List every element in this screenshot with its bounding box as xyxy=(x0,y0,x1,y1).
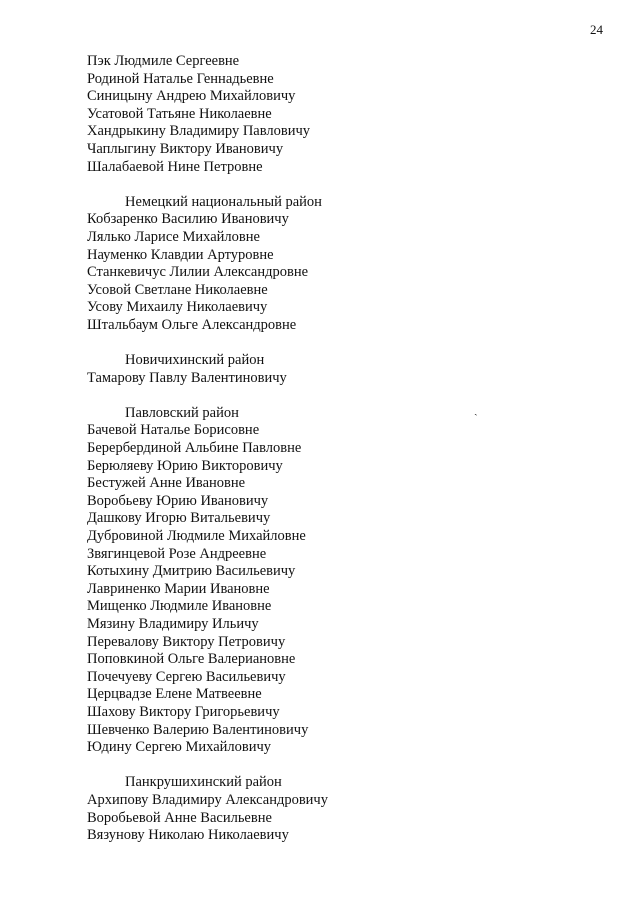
list-item: Хандрыкину Владимиру Павловичу xyxy=(87,123,311,140)
district-heading: Новичихинский район xyxy=(125,352,265,369)
list-item: Бестужей Анне Ивановне xyxy=(87,475,246,492)
district-section xyxy=(87,774,328,844)
list-item: Лавриненко Марии Ивановне xyxy=(87,580,270,597)
spacer xyxy=(87,335,328,353)
list-item: Котыхину Дмитрию Васильевичу xyxy=(87,563,296,580)
list-item: Усатовой Татьяне Николаевне xyxy=(87,105,272,122)
list-item: Чаплыгину Виктору Ивановичу xyxy=(87,140,284,157)
spacer xyxy=(87,757,328,775)
list-item: Дубровиной Людмиле Михайловне xyxy=(87,528,306,545)
list-item: Шевченко Валерию Валентиновичу xyxy=(87,721,309,738)
document-body xyxy=(87,53,328,845)
list-item: Лялько Ларисе Михайловне xyxy=(87,228,260,245)
list-item: Юдину Сергею Михайловичу xyxy=(87,739,272,756)
list-item: Берюляеву Юрию Викторовичу xyxy=(87,457,283,474)
list-item: Родиной Наталье Геннадьевне xyxy=(87,70,274,87)
district-section xyxy=(87,352,328,387)
list-item: Звягинцевой Розе Андреевне xyxy=(87,545,267,562)
page-number: 24 xyxy=(590,22,603,37)
list-item: Вязунову Николаю Николаевичу xyxy=(87,827,289,844)
list-item: Синицыну Андрею Михайловичу xyxy=(87,88,296,105)
list-item: Шалабаевой Нине Петровне xyxy=(87,158,263,175)
district-section xyxy=(87,194,328,335)
list-item: Бачевой Наталье Борисовне xyxy=(87,422,260,439)
list-item: Берербердиной Альбине Павловне xyxy=(87,440,302,457)
list-item: Воробьевой Анне Васильевне xyxy=(87,809,272,826)
list-item: Усову Михаилу Николаевичу xyxy=(87,299,268,316)
list-item: Дашкову Игорю Витальевичу xyxy=(87,510,271,527)
spacer xyxy=(87,176,328,194)
list-item: Науменко Клавдии Артуровне xyxy=(87,246,274,263)
district-heading: Немецкий национальный район xyxy=(125,193,322,210)
list-item: Штальбаум Ольге Александровне xyxy=(87,316,297,333)
list-item: Архипову Владимиру Александровичу xyxy=(87,791,328,808)
list-item: Станкевичус Лилии Александровне xyxy=(87,264,309,281)
list-item: Мязину Владимиру Ильичу xyxy=(87,616,259,632)
stray-mark: ˎ xyxy=(474,404,478,416)
name-list-top xyxy=(87,53,328,176)
spacer xyxy=(87,387,328,405)
district-section xyxy=(87,405,328,757)
list-item: Перевалову Виктору Петровичу xyxy=(87,633,286,650)
list-item: Воробьеву Юрию Ивановичу xyxy=(87,492,269,509)
list-item: Поповкиной Ольге Валериановне xyxy=(87,651,296,668)
list-item: Усовой Светлане Николаевне xyxy=(87,281,268,298)
list-item: Церцвадзе Елене Матвеевне xyxy=(87,686,262,703)
district-heading: Павловский район xyxy=(125,404,239,421)
district-heading: Панкрушихинский район xyxy=(125,774,282,791)
list-item: Шахову Виктору Григорьевичу xyxy=(87,703,280,720)
list-item: Пэк Людмиле Сергеевне xyxy=(87,53,240,69)
list-item: Кобзаренко Василию Ивановичу xyxy=(87,211,289,228)
list-item: Мищенко Людмиле Ивановне xyxy=(87,598,272,615)
list-item: Тамарову Павлу Валентиновичу xyxy=(87,369,287,386)
list-item: Почечуеву Сергею Васильевичу xyxy=(87,668,286,685)
